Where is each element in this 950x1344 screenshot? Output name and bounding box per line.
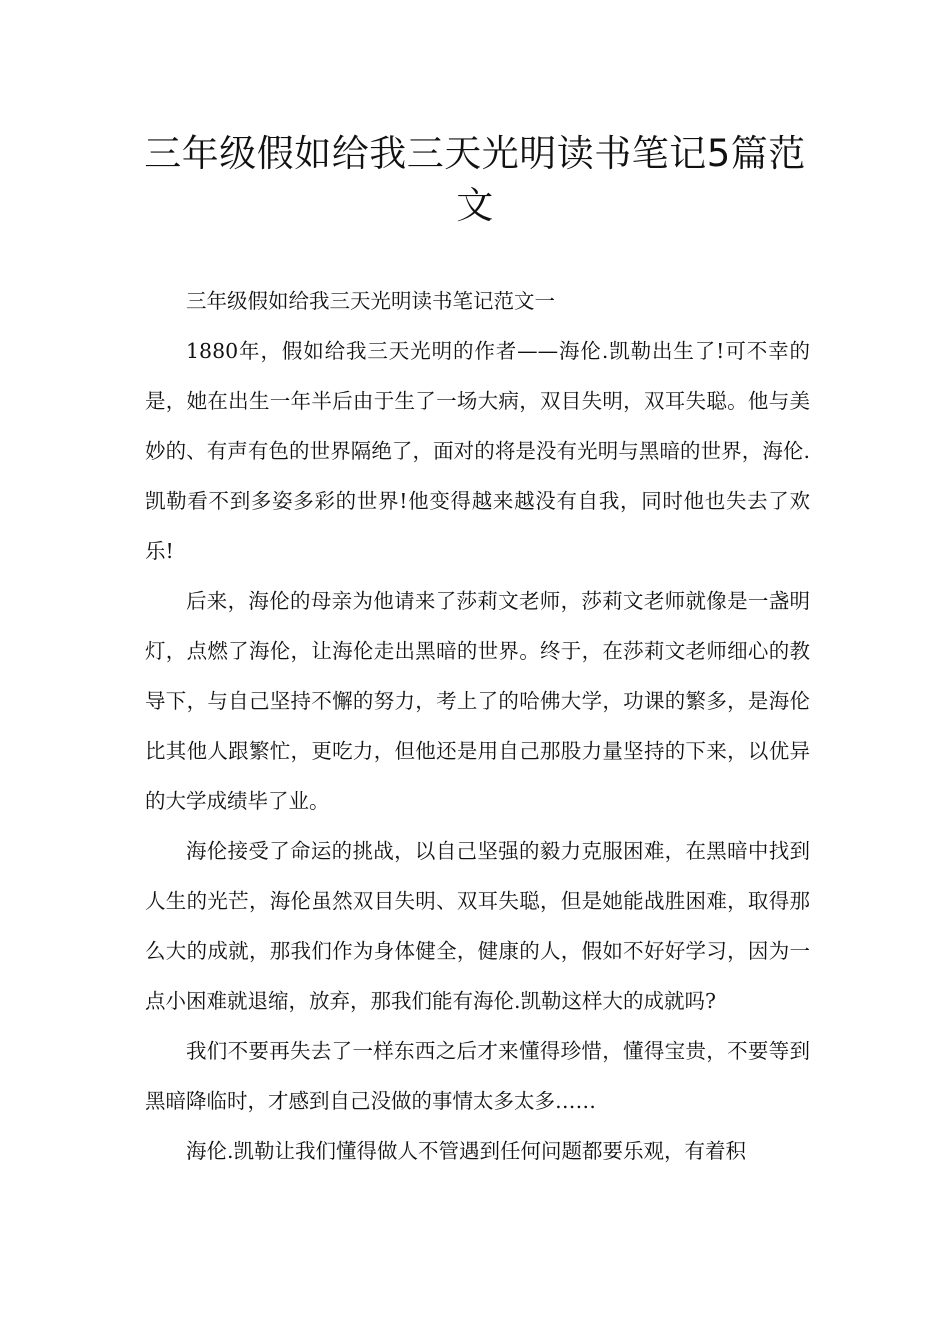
document-title: 三年级假如给我三天光明读书笔记5篇范文 [144, 132, 806, 227]
paragraph-3: 海伦接受了命运的挑战，以自己坚强的毅力克服困难，在黑暗中找到人生的光芒，海伦虽然双目失明、双耳失聪，但是她能战胜困难，取得那么大的成就，那我们作为身体健全，健康的人，假如不好好学习，因为一点小困难就退缩，放弃，那我们能有海伦.凯勒这样大的成就吗? [145, 839, 810, 1013]
paragraph-2: 后来，海伦的母亲为他请来了莎莉文老师，莎莉文老师就像是一盏明灯，点燃了海伦，让海伦走出黑暗的世界。终于，在莎莉文老师细心的教导下，与自己坚持不懈的努力，考上了的哈佛大学，功课的繁多，是海伦比其他人跟繁忙，更吃力，但他还是用自己那股力量坚持的下来，以优异的大学成绩毕了业。 [145, 589, 810, 813]
paragraph-5: 海伦.凯勒让我们懂得做人不管遇到任何问题都要乐观，有着积 [186, 1139, 747, 1163]
paragraph-4: 我们不要再失去了一样东西之后才来懂得珍惜，懂得宝贵，不要等到黑暗降临时，才感到自己没做的事情太多太多…… [145, 1039, 810, 1113]
paragraph-1: 1880年，假如给我三天光明的作者——海伦.凯勒出生了!可不幸的是，她在出生一年半后由于生了一场大病，双目失明，双耳失聪。他与美妙的、有声有色的世界隔绝了，面对的将是没有光明与黑暗的世界，海伦.凯勒看不到多姿多彩的世界!他变得越来越没有自我，同时他也失去了欢乐! [145, 339, 810, 563]
section-heading: 三年级假如给我三天光明读书笔记范文一 [186, 289, 555, 313]
document-body [145, 276, 810, 1176]
